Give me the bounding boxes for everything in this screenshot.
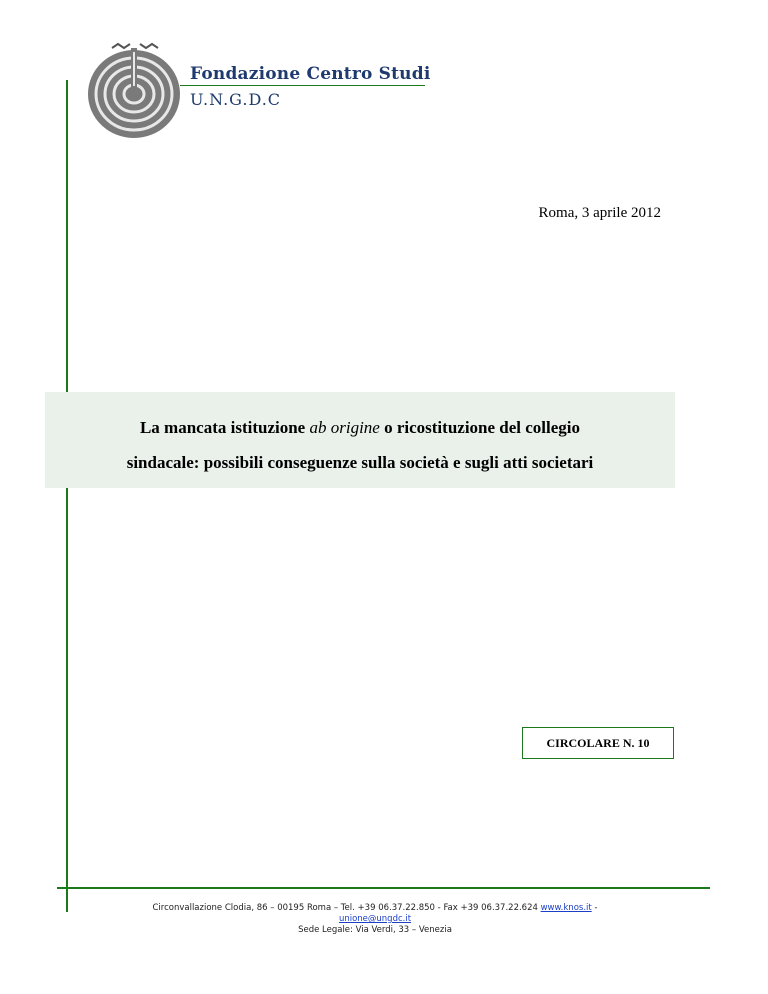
- footer-rule: [57, 887, 710, 889]
- organization-acronym: U.N.G.D.C: [190, 90, 282, 109]
- labyrinth-logo-icon: [82, 42, 194, 142]
- document-date: Roma, 3 aprile 2012: [538, 205, 661, 221]
- footer-separator: -: [591, 903, 598, 913]
- title-text-part1: La mancata istituzione: [139, 418, 310, 437]
- footer: [110, 903, 640, 936]
- title-text-part2: o ricostituzione del collegio: [379, 418, 581, 437]
- footer-website-link[interactable]: www.knos.it: [540, 903, 592, 913]
- footer-address: Circonvallazione Clodia, 86 – 00195 Roma – Tel. +39 06.37.22.850 - Fax +39 06.37.22.624: [152, 903, 541, 913]
- organization-name: Fondazione Centro Studi: [190, 64, 431, 84]
- circolare-number: CIRCOLARE N. 10: [546, 735, 650, 750]
- header-underline: [180, 85, 425, 86]
- left-vertical-rule: [66, 80, 68, 912]
- title-text-line2: sindacale: possibili conseguenze sulla società e sugli atti societari: [126, 453, 594, 472]
- footer-email-link[interactable]: unione@ungdc.it: [338, 914, 412, 924]
- circolare-number-box: [522, 727, 674, 759]
- document-title: [45, 410, 675, 480]
- title-italic-text: ab origine: [309, 418, 380, 437]
- footer-legal-address: Sede Legale: Via Verdi, 33 – Venezia: [298, 925, 452, 935]
